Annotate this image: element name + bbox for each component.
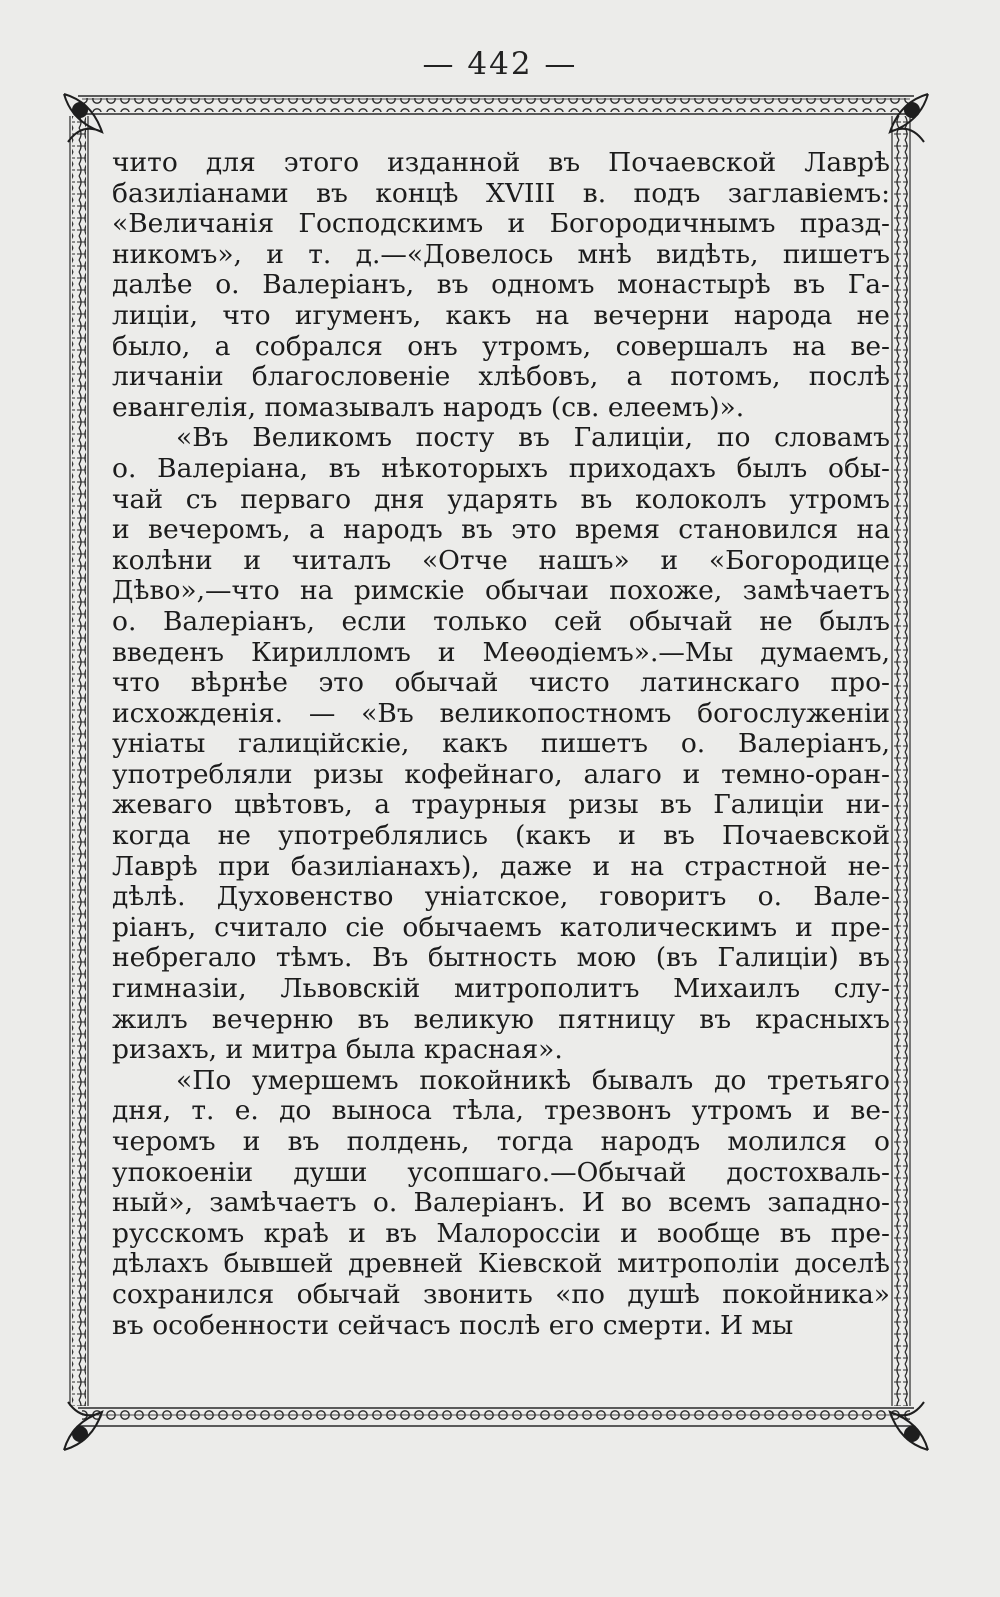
text-line: ризахъ, и митра была красная». <box>112 1034 563 1066</box>
paragraph <box>112 423 890 1065</box>
text-line: введенъ Кирилломъ и Меѳодіемъ».—Мы думаемъ, <box>112 636 890 668</box>
text-line: въ особенности сейчасъ послѣ его смерти. И мы <box>112 1309 794 1341</box>
text-line: уніаты галиційскіе, какъ пишетъ о. Валеріанъ, <box>112 728 890 760</box>
text-line: что вѣрнѣе это обычай чисто латинскаго про- <box>112 667 890 699</box>
body-text <box>112 148 890 1341</box>
text-line: чай съ перваго дня ударять въ колоколъ утромъ <box>112 483 890 515</box>
text-line: Лаврѣ при базиліанахъ), даже и на страстной не- <box>112 850 890 882</box>
text-line: «Въ Великомъ посту въ Галиціи, по словамъ <box>176 422 890 454</box>
text-line: русскомъ краѣ и въ Малороссіи и вообще въ пре- <box>112 1217 890 1249</box>
text-line: черомъ и въ полдень, тогда народъ молился о <box>112 1126 890 1157</box>
text-line: «Величанія Господскимъ и Богородичнымъ празд- <box>112 208 890 240</box>
text-line: евангелія, помазывалъ народъ (св. елеемъ)». <box>112 391 745 423</box>
text-line: лиціи, что игуменъ, какъ на вечерни народа не <box>112 299 890 331</box>
text-line: дня, т. е. до выноса тѣла, трезвонъ утромъ и ве- <box>112 1095 890 1127</box>
text-line: было, а собрался онъ утромъ, совершалъ на ве- <box>112 330 890 362</box>
paragraph <box>112 1066 890 1341</box>
text-line: базиліанами въ концѣ XVIII в. подъ заглавіемъ: <box>112 177 890 209</box>
text-line: о. Валеріана, въ нѣкоторыхъ приходахъ былъ обы- <box>112 452 890 484</box>
text-line: чито для этого изданной въ Почаевской Лаврѣ <box>112 147 890 178</box>
text-line: о. Валеріанъ, если только сей обычай не былъ <box>112 605 890 637</box>
text-line: ный», замѣчаетъ о. Валеріанъ. И во всемъ западно- <box>112 1187 890 1219</box>
text-line: исхожденія. — «Въ великопостномъ богослуженіи <box>112 697 890 729</box>
text-line: жеваго цвѣтовъ, а траурныя ризы въ Галиціи ни- <box>112 789 890 821</box>
text-line: личаніи благословеніе хлѣбовъ, а потомъ, послѣ <box>112 361 890 393</box>
text-line: когда не употреблялись (какъ и въ Почаевской <box>112 820 890 852</box>
text-line: далѣе о. Валеріанъ, въ одномъ монастырѣ въ Га- <box>112 269 890 301</box>
paragraph <box>112 148 890 423</box>
text-line: ріанъ, считало сіе обычаемъ католическимъ и пре- <box>112 911 890 943</box>
text-line: дѣлахъ бывшей древней Кіевской митрополіи доселѣ <box>112 1248 890 1280</box>
text-line: жилъ вечерню въ великую пятницу въ красныхъ <box>112 1003 890 1035</box>
text-line: «По умершемъ покойникѣ бывалъ до третьяго <box>176 1064 890 1096</box>
text-line: гимназіи, Львовскій митрополитъ Михаилъ слу- <box>112 973 890 1005</box>
text-line: никомъ», и т. д.—«Довелось мнѣ видѣть, пишетъ <box>112 238 890 270</box>
text-line: дѣлѣ. Духовенство уніатское, говоритъ о. Вале- <box>112 881 890 913</box>
page-number: — 442 — <box>422 46 578 82</box>
text-line: употребляли ризы кофейнаго, алаго и темно-оран- <box>112 758 890 790</box>
text-line: и вечеромъ, а народъ въ это время становился на <box>112 514 890 546</box>
text-line: сохранился обычай звонить «по душѣ покойника» <box>112 1278 890 1310</box>
text-line: упокоеніи души усопшаго.—Обычай достохваль- <box>112 1156 890 1188</box>
text-line: Дѣво»,—что на римскіе обычаи похоже, замѣчаетъ <box>112 575 890 607</box>
text-line: небрегало тѣмъ. Въ бытность мою (въ Галиціи) въ <box>112 942 890 974</box>
text-line: колѣни и читалъ «Отче нашъ» и «Богородице <box>112 544 890 576</box>
